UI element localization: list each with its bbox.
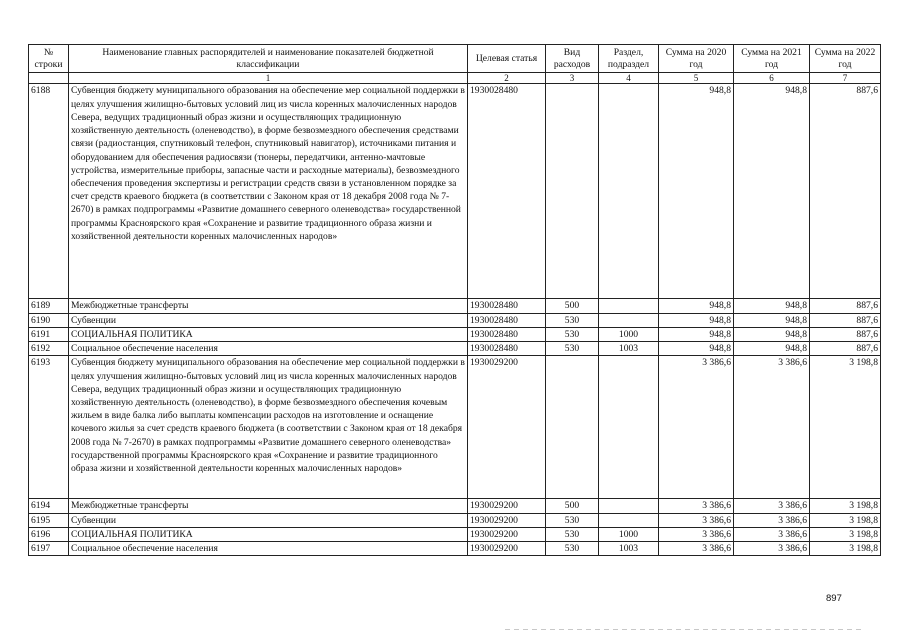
table-row — [29, 84, 881, 299]
row-sum-2020: 3 386,6 — [659, 356, 734, 499]
row-sum-2021: 3 386,6 — [734, 513, 810, 527]
row-sum-2020: 3 386,6 — [659, 527, 734, 541]
row-section — [599, 499, 659, 513]
row-name: Социальное обеспечение населения — [69, 541, 468, 555]
row-sum-2020: 3 386,6 — [659, 513, 734, 527]
header-sum-2022: Сумма на 2022 год — [810, 45, 881, 73]
row-sum-2020: 948,8 — [659, 299, 734, 313]
row-expense-type: 530 — [546, 342, 599, 356]
table-row — [29, 342, 881, 356]
row-name: Субвенция бюджету муниципального образования на обеспечение мер социальной поддержки в целях улучшения жилищно-бытовых условий лиц из числа коренных малочисленных народов Севера, ведущих традиционный образ жизни и осуществляющих традиционную хозяйственную деятельность (оленеводство), в форме безвозмездного обеспечения кочевым жильем в виде балка либо выплаты компенсации расходов на изготовление и оснащение кочевого жилья за счет средств краевого бюджета (в соответствии с Законом края от 18 декабря 2008 года № 7-2670) в рамках подпрограммы «Развитие домашнего северного оленеводства» государственной программы Красноярского края «Сохранение и развитие традиционного образа жизни и хозяйственной деятельности коренных малочисленных народов» — [69, 356, 468, 499]
scan-artifact-line — [505, 629, 865, 630]
row-section: 1003 — [599, 342, 659, 356]
row-sum-2020: 948,8 — [659, 342, 734, 356]
row-expense-type: 530 — [546, 527, 599, 541]
page-number: 897 — [826, 593, 842, 604]
header-sum-2021: Сумма на 2021 год — [734, 45, 810, 73]
column-number-row — [29, 73, 881, 84]
column-number: 1 — [69, 73, 468, 84]
row-sum-2021: 948,8 — [734, 327, 810, 341]
row-sum-2021: 948,8 — [734, 342, 810, 356]
row-sum-2022: 3 198,8 — [810, 499, 881, 513]
row-sum-2021: 948,8 — [734, 84, 810, 299]
row-sum-2022: 3 198,8 — [810, 356, 881, 499]
row-number: 6193 — [29, 356, 69, 499]
row-target-code: 1930028480 — [468, 327, 546, 341]
row-number: 6196 — [29, 527, 69, 541]
row-number: 6194 — [29, 499, 69, 513]
column-number: 4 — [599, 73, 659, 84]
row-target-code: 1930028480 — [468, 342, 546, 356]
row-sum-2022: 887,6 — [810, 327, 881, 341]
row-sum-2021: 948,8 — [734, 313, 810, 327]
row-sum-2021: 3 386,6 — [734, 499, 810, 513]
row-name: СОЦИАЛЬНАЯ ПОЛИТИКА — [69, 527, 468, 541]
row-sum-2022: 887,6 — [810, 299, 881, 313]
budget-table — [28, 44, 881, 556]
header-target: Целевая статья — [468, 45, 546, 73]
table-row — [29, 541, 881, 555]
row-sum-2021: 948,8 — [734, 299, 810, 313]
header-row-no: № строки — [29, 45, 69, 73]
row-number: 6197 — [29, 541, 69, 555]
table-header-row — [29, 45, 881, 73]
table-row — [29, 327, 881, 341]
row-number: 6192 — [29, 342, 69, 356]
row-target-code: 1930029200 — [468, 541, 546, 555]
row-name: Социальное обеспечение населения — [69, 342, 468, 356]
row-sum-2022: 3 198,8 — [810, 513, 881, 527]
row-number: 6195 — [29, 513, 69, 527]
row-name: Субвенции — [69, 313, 468, 327]
row-sum-2020: 948,8 — [659, 84, 734, 299]
column-number — [29, 73, 69, 84]
row-sum-2022: 887,6 — [810, 84, 881, 299]
row-target-code: 1930028480 — [468, 299, 546, 313]
table-row — [29, 499, 881, 513]
row-sum-2021: 3 386,6 — [734, 356, 810, 499]
column-number: 2 — [468, 73, 546, 84]
row-sum-2022: 887,6 — [810, 313, 881, 327]
row-number: 6189 — [29, 299, 69, 313]
table-row — [29, 313, 881, 327]
row-name: СОЦИАЛЬНАЯ ПОЛИТИКА — [69, 327, 468, 341]
row-number: 6191 — [29, 327, 69, 341]
row-section — [599, 356, 659, 499]
header-type: Вид расходов — [546, 45, 599, 73]
row-expense-type — [546, 84, 599, 299]
row-section — [599, 84, 659, 299]
row-section — [599, 299, 659, 313]
row-sum-2022: 887,6 — [810, 342, 881, 356]
row-name: Субвенция бюджету муниципального образования на обеспечение мер социальной поддержки в целях улучшения жилищно-бытовых условий лиц из числа коренных малочисленных народов Севера, ведущих традиционный образ жизни и осуществляющих традиционную хозяйственную деятельность (оленеводство), в форме безвозмездного обеспечения средствами связи (радиостанция, спутниковый телефон, спутниковый навигатор), источниками питания и оборудованием для обеспечения радиосвязи (тюнеры, передатчики, антенно-мачтовые устройства, измерительные приборы, запасные части и расходные материалы), безвозмездного обеспечения проведения экспертизы и регистрации средств связи в установленном порядке за счет средств краевого бюджета (в соответствии с Законом края от 18 декабря 2008 года № 7-2670) в рамках подпрограммы «Развитие домашнего северного оленеводства» государственной программы Красноярского края «Сохранение и развитие традиционного образа жизни и хозяйственной деятельности коренных малочисленных народов» — [69, 84, 468, 299]
row-expense-type: 500 — [546, 499, 599, 513]
row-section: 1003 — [599, 541, 659, 555]
row-sum-2021: 3 386,6 — [734, 541, 810, 555]
header-name: Наименование главных распорядителей и наименование показателей бюджетной классификации — [69, 45, 468, 73]
column-number: 3 — [546, 73, 599, 84]
column-number: 6 — [734, 73, 810, 84]
row-section: 1000 — [599, 527, 659, 541]
row-expense-type: 500 — [546, 299, 599, 313]
row-number: 6188 — [29, 84, 69, 299]
row-expense-type — [546, 356, 599, 499]
row-sum-2020: 948,8 — [659, 327, 734, 341]
row-section — [599, 313, 659, 327]
table-row — [29, 356, 881, 499]
row-sum-2022: 3 198,8 — [810, 541, 881, 555]
row-target-code: 1930028480 — [468, 84, 546, 299]
row-expense-type: 530 — [546, 313, 599, 327]
row-target-code: 1930029200 — [468, 499, 546, 513]
row-sum-2022: 3 198,8 — [810, 527, 881, 541]
header-section: Раздел, подраздел — [599, 45, 659, 73]
row-expense-type: 530 — [546, 513, 599, 527]
row-expense-type: 530 — [546, 327, 599, 341]
header-sum-2020: Сумма на 2020 год — [659, 45, 734, 73]
row-sum-2020: 3 386,6 — [659, 541, 734, 555]
table-row — [29, 527, 881, 541]
row-name: Субвенции — [69, 513, 468, 527]
row-sum-2021: 3 386,6 — [734, 527, 810, 541]
row-section — [599, 513, 659, 527]
column-number: 7 — [810, 73, 881, 84]
column-number: 5 — [659, 73, 734, 84]
row-name: Межбюджетные трансферты — [69, 299, 468, 313]
row-target-code: 1930029200 — [468, 527, 546, 541]
row-target-code: 1930029200 — [468, 513, 546, 527]
row-sum-2020: 948,8 — [659, 313, 734, 327]
table-row — [29, 513, 881, 527]
row-expense-type: 530 — [546, 541, 599, 555]
table-row — [29, 299, 881, 313]
row-section: 1000 — [599, 327, 659, 341]
row-target-code: 1930028480 — [468, 313, 546, 327]
row-number: 6190 — [29, 313, 69, 327]
row-target-code: 1930029200 — [468, 356, 546, 499]
row-sum-2020: 3 386,6 — [659, 499, 734, 513]
row-name: Межбюджетные трансферты — [69, 499, 468, 513]
